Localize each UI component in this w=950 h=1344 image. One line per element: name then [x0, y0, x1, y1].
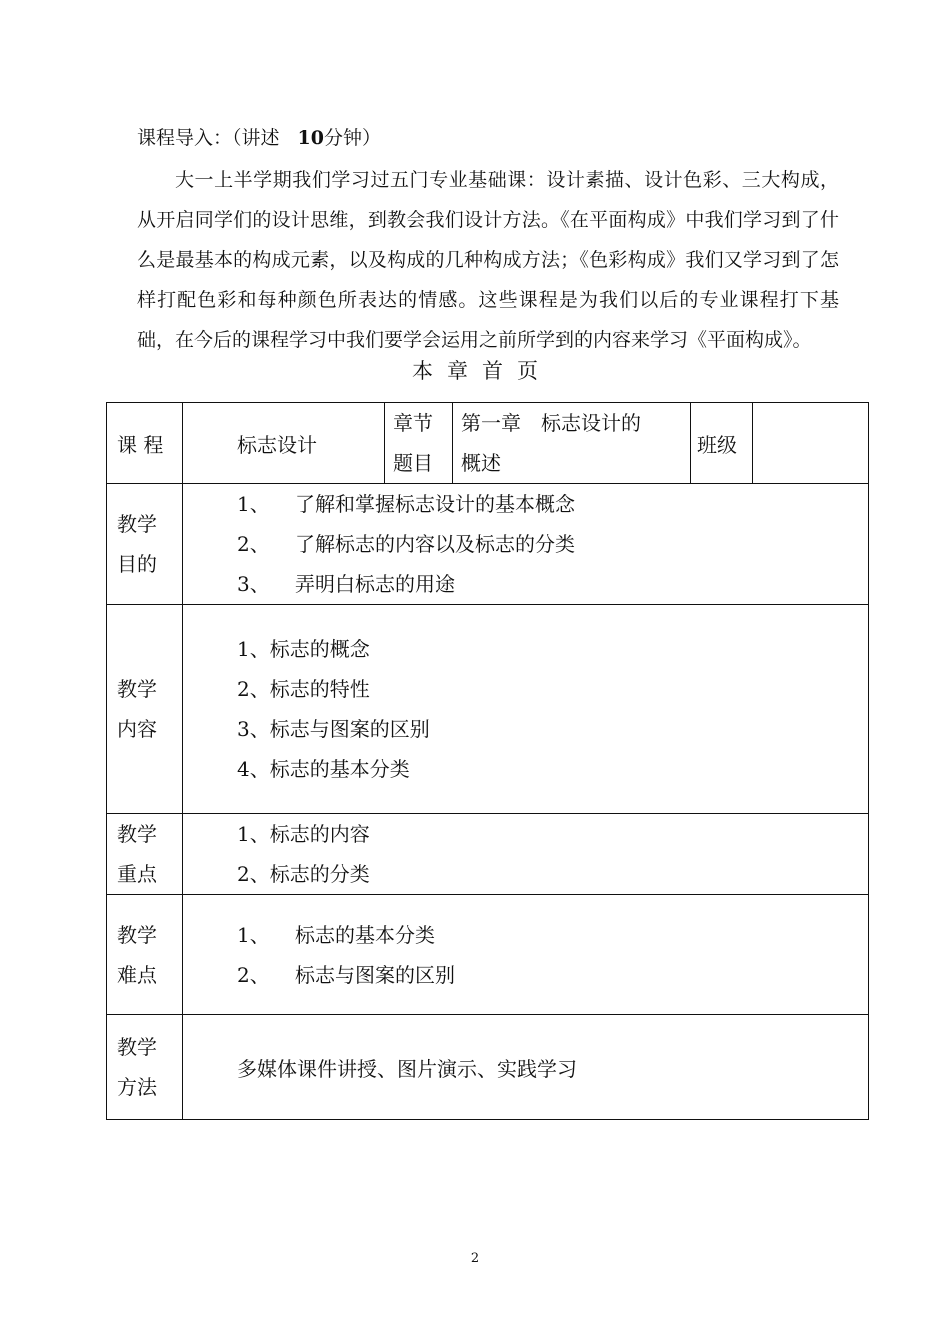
intro-title-prefix: 课程导入：（讲述 [137, 127, 280, 149]
intro-title-suffix: 分钟） [323, 127, 381, 149]
intro-paragraph: 大一上半学期我们学习过五门专业基础课：设计素描、设计色彩、三大构成，从开启同学们的设计思维，到教会我们设计方法。《在平面构成》中我们学习到了什么是最基本的构成元素，以及构成的几种构成方法；《色彩构成》我们又学习到了怎样打配色彩和每种颜色所表达的情感。这些课程是为我们以后的专业课程打下基础，在今后的课程学习中我们要学会运用之前所学到的内容来学习《平面构成》。 [137, 169, 839, 351]
chapter-label-line-1: 章节 [393, 411, 433, 435]
section-title: 本章首页 [412, 359, 552, 383]
lesson-plan-table [106, 402, 869, 1120]
objectives-row [107, 484, 869, 605]
chapter-label [385, 403, 453, 484]
content-cell [183, 605, 869, 814]
key-points-cell [183, 814, 869, 895]
list-item: 1、标志的概念 [237, 637, 370, 661]
objectives-label [107, 484, 183, 605]
list-item: 1、 标志的基本分类 [237, 923, 435, 947]
key-points-row [107, 814, 869, 895]
course-value: 标志设计 [183, 403, 385, 484]
list-item: 2、标志的分类 [237, 862, 370, 886]
content-label-line-1: 教学 [117, 677, 157, 701]
difficulties-row [107, 895, 869, 1015]
content-list [183, 629, 868, 789]
list-item: 2、标志的特性 [237, 677, 370, 701]
difficulties-label-line-1: 教学 [117, 923, 157, 947]
difficulties-label [107, 895, 183, 1015]
objectives-label-line-1: 教学 [117, 512, 157, 536]
key-points-label [107, 814, 183, 895]
methods-row [107, 1015, 869, 1120]
methods-label-line-2: 方法 [117, 1075, 157, 1099]
list-item: 3、 弄明白标志的用途 [237, 572, 455, 596]
methods-value: 多媒体课件讲授、图片演示、实践学习 [183, 1015, 869, 1120]
key-points-label-line-2: 重点 [117, 862, 157, 886]
page-number: 2 [470, 1251, 480, 1266]
key-points-list [183, 814, 868, 894]
list-item: 1、标志的内容 [237, 822, 370, 846]
methods-label-line-1: 教学 [117, 1035, 157, 1059]
list-item: 2、 标志与图案的区别 [237, 963, 455, 987]
content-label-line-2: 内容 [117, 717, 157, 741]
chapter-value-line-2: 概述 [461, 451, 501, 475]
table-header-row [107, 403, 869, 484]
key-points-label-line-1: 教学 [117, 822, 157, 846]
difficulties-list [183, 915, 868, 995]
objectives-label-line-2: 目的 [117, 552, 157, 576]
intro-title-minutes: 10 [297, 127, 324, 149]
class-label: 班级 [691, 403, 753, 484]
content-row [107, 605, 869, 814]
difficulties-label-line-2: 难点 [117, 963, 157, 987]
objectives-list [183, 484, 868, 604]
chapter-label-line-2: 题目 [393, 451, 433, 475]
objectives-cell [183, 484, 869, 605]
intro-title [137, 124, 381, 152]
list-item: 4、标志的基本分类 [237, 757, 410, 781]
methods-label [107, 1015, 183, 1120]
course-label: 课 程 [107, 403, 183, 484]
list-item: 1、 了解和掌握标志设计的基本概念 [237, 492, 575, 516]
list-item: 3、标志与图案的区别 [237, 717, 430, 741]
class-value [753, 403, 869, 484]
difficulties-cell [183, 895, 869, 1015]
list-item: 2、 了解标志的内容以及标志的分类 [237, 532, 575, 556]
chapter-value [453, 403, 691, 484]
content-label [107, 605, 183, 814]
chapter-value-line-1: 第一章 标志设计的 [461, 411, 641, 435]
